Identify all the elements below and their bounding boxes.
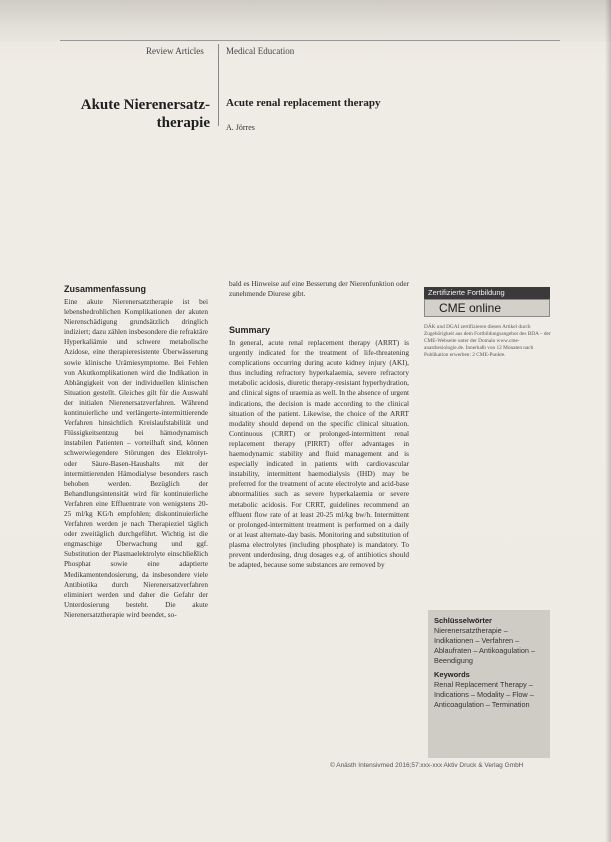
- title-german: Akute Nierenersatz- therapie: [80, 97, 210, 131]
- heading-zusammenfassung: Zusammenfassung: [64, 284, 147, 294]
- heading-summary: Summary: [229, 325, 271, 335]
- keywords-heading-german: Schlüsselwörter: [434, 616, 492, 625]
- keywords-english: Renal Replacement Therapy – Indications – Modality – Flow – Anticoagulation – Termination: [434, 680, 534, 709]
- section-label-review: Review Articles: [146, 46, 204, 56]
- scan-edge-shadow: [605, 0, 611, 842]
- title-english: Acute renal replacement therapy: [226, 97, 381, 109]
- section-label-medical: Medical Education: [226, 46, 295, 56]
- keywords-box: [428, 610, 550, 758]
- header-divider: [218, 44, 219, 126]
- cme-note: DÄK und DGAI zertifizieren diesen Artikel durch Zugehörigkeit aus dem Fortbildungsangebot des BDA – der CME-Webseite unter der Domain www.cme-anasthesiologie.de. Innerhalb von 12 Monaten nach Publikation erwerben: 2 CME-Punkte.: [424, 324, 551, 358]
- footer-citation: © Anästh Intensivmed 2016;57:xxx-xxx Aktiv Druck & Verlag GmbH: [330, 762, 524, 769]
- cme-online-badge: CME online: [424, 299, 550, 317]
- cme-certification-tag: Zertifizierte Fortbildung: [424, 287, 550, 299]
- scan-top-shadow: [0, 0, 611, 42]
- abstract-english: In general, acute renal replacement therapy (ARRT) is urgently indicated for the treatment of life-threatening complications occurring during acute kidney injury (AKI), thus including refractory hyperkalaemia, severe refractory metabolic acidosis, diuretic therapy-resistant hyperhydration, and clinical signs of uraemia as well. In the absence of urgent indications, the decision is made according to the clinical situation of the patient. Likewise, the choice of the ARRT modality should depend on the specific clinical situation. Continuous (CRRT) or prolonged-intermittent renal replacement therapy (PIRRT) offer advantages in haemodynamic stability and fluid management and is especially indicated in patients with cardiovascular instability, intermittent haemodialysis (IHD) may be preferred for the treatment of acute electrolyte and acid-base abnormalities such as severe hyperkalaemia or severe metabolic acidosis. For CRRT, guidelines recommend an effluent flow rate of at least 20-25 ml/kg bw/h. Intermittent or prolonged-intermittent treatment is performed on a daily or at least alternate-day basis. Monitoring and substitution of plasma electrolytes (including phosphate) is mandatory. To prevent underdosing, drug dosages e.g. of antibiotics should be adapted, because some substances are removed by: [229, 338, 409, 570]
- author: A. Jörres: [226, 123, 255, 132]
- keywords-german: Nierenersatztherapie – Indikationen – Verfahren – Ablaufraten – Antikoagulation – Beendigung: [434, 626, 536, 665]
- keywords-heading-english: Keywords: [434, 670, 470, 679]
- header-rule: [60, 40, 560, 41]
- abstract-german-col2: bald es Hinweise auf eine Besserung der Nierenfunktion oder zunehmende Diurese gibt.: [229, 279, 409, 299]
- abstract-german-col1: Eine akute Nierenersatztherapie ist bei lebensbedrohlichen Komplikationen der akuten Nierenschädigung grundsätzlich dringlich indiziert; dazu zählen insbesondere die refraktäre Hyperkaliämie und schwere metabolische Azidose, eine therapieresistente Überwässerung sowie klinische Urämiesymptome. Bei Fehlen von Akutkomplikationen wird die Indikation in Abhängigkeit von der individuellen klinischen Situation gestellt. Gleiches gilt für die Auswahl der initialen Nierenersatzverfahren. Während kontinuierliche und verlängerte-intermittierende Verfahren hinsichtlich Kreislaufstabilität und Flüssigkeitsentzug bei hämodynamisch instabilen Patienten – vorteilhaft sind, können schwerwiegendere Störungen des Elektrolyt- oder Säure-Basen-Haushalts mit der intermittierenden Hämodialyse besonders rasch behoben werden. Bezüglich der Behandlungsintensität wird für kontinuierliche Verfahren eine Effluentrate von wenigstens 20-25 ml/kg KG/h empfohlen; diskontinuierliche Verfahren werden je nach Therapieziel täglich oder zweitäglich durchgeführt. Wichtig ist die engmaschige Überwachung und ggf. Substitution der Plasmaelektrolyte einschließlich Phosphat sowie eine adaptierte Medikamentendosierung, da insbesondere viele Antibiotika durch Nierenersatzverfahren eliminiert werden und daher die Gefahr der Unterdosierung besteht. Die akute Nierenersatztherapie wird beendet, so-: [64, 297, 208, 619]
